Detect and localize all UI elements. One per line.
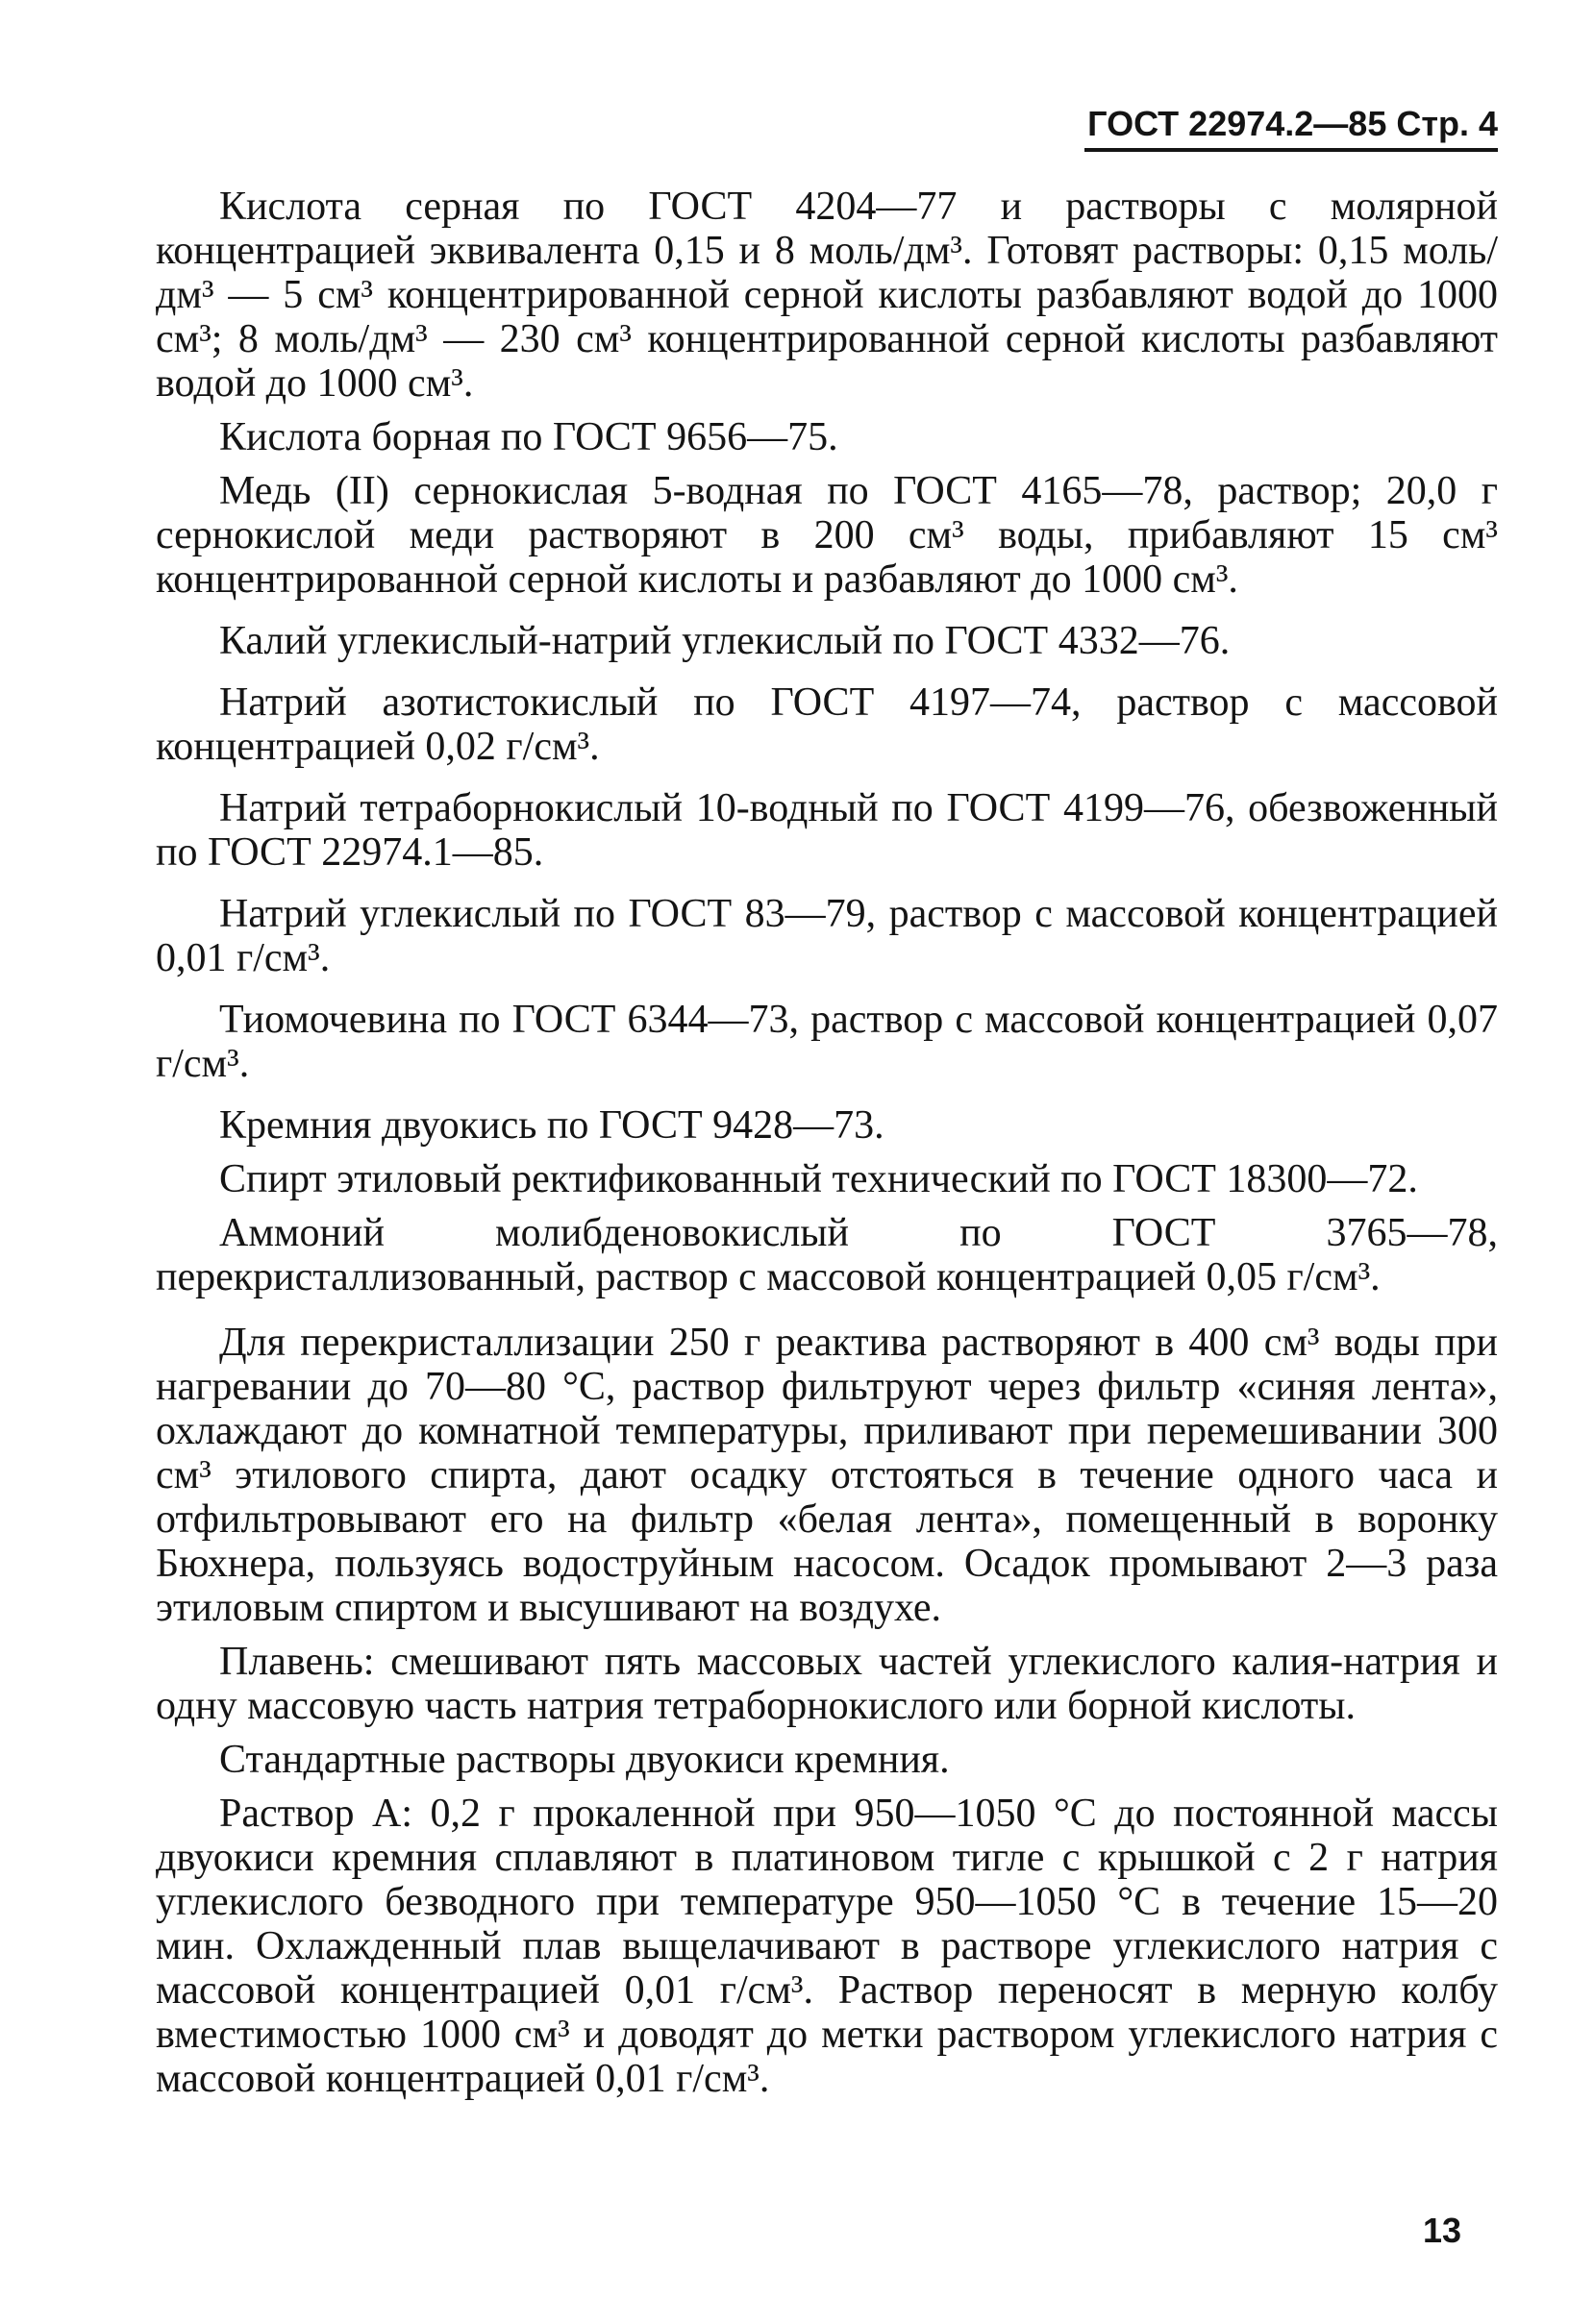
- paragraph-standard-solutions: Стандартные растворы двуокиси кремния.: [219, 1738, 950, 1782]
- paragraph-thiourea: Тиомочевина по ГОСТ 6344—73, раствор с массовой концентрацией 0,07 г/см³.: [156, 998, 1498, 1086]
- paragraph-potassium-sodium-carbonate: Калий углекислый-натрий углекислый по ГОСТ 4332—76.: [219, 619, 1231, 663]
- paragraph-sodium-carbonate: Натрий углекислый по ГОСТ 83—79, раствор с массовой концентрацией 0,01 г/см³.: [156, 892, 1498, 980]
- running-header: ГОСТ 22974.2—85 Стр. 4: [1084, 104, 1498, 152]
- paragraph-boric-acid: Кислота борная по ГОСТ 9656—75.: [219, 415, 838, 459]
- paragraph-sodium-tetraborate: Натрий тетраборнокислый 10-водный по ГОСТ 4199—76, обезвоженный по ГОСТ 22974.1—85.: [156, 786, 1498, 875]
- paragraph-flux: Плавень: смешивают пять массовых частей углекислого калия-натрия и одну массовую часть натрия тетраборнокислого или борной кислоты.: [156, 1640, 1498, 1728]
- paragraph-silicon-dioxide: Кремния двуокись по ГОСТ 9428—73.: [219, 1103, 884, 1148]
- paragraph-copper-sulfate: Медь (II) сернокислая 5-водная по ГОСТ 4165—78, раствор; 20,0 г сернокислой меди растворяют в 200 см³ воды, прибавляют 15 см³ концентрированной серной кислоты и разбавляют до 1000 см³.: [156, 469, 1498, 602]
- paragraph-solution-a: Раствор А: 0,2 г прокаленной при 950—1050 °С до постоянной массы двуокиси кремния сплавляют в платиновом тигле с крышкой с 2 г натрия углекислого безводного при температуре 950—1050 °С в течение 15—20 мин. Охлажденный плав выщелачивают в растворе углекислого натрия с массовой концентрацией 0,01 г/см³. Раствор переносят в мерную колбу вместимостью 1000 см³ и доводят до метки раствором углекислого натрия с массовой концентрацией 0,01 г/см³.: [156, 1792, 1498, 2101]
- paragraph-sulfuric-acid: Кислота серная по ГОСТ 4204—77 и растворы с молярной концентрацией эквивалента 0,15 и 8 моль/дм³. Готовят растворы: 0,15 моль/дм³ — 5 см³ концентрированной серной кислоты разбавляют водой до 1000 см³; 8 моль/дм³ — 230 см³ концентрированной серной кислоты разбавляют водой до 1000 см³.: [156, 185, 1498, 406]
- body-text: [156, 185, 1498, 2111]
- paragraph-sodium-nitrite: Натрий азотистокислый по ГОСТ 4197—74, раствор с массовой концентрацией 0,02 г/см³.: [156, 680, 1498, 769]
- paragraph-recrystallization: Для перекристаллизации 250 г реактива растворяют в 400 см³ воды при нагревании до 70—80 °С, раствор фильтруют через фильтр «синяя лента», охлаждают до комнатной температуры, приливают при перемешивании 300 см³ этилового спирта, дают осадку отстояться в течение одного часа и отфильтровывают его на фильтр «белая лента», помещенный в воронку Бюхнера, пользуясь водоструйным насосом. Осадок промывают 2—3 раза этиловым спиртом и высушивают на воздухе.: [156, 1321, 1498, 1630]
- paragraph-ethyl-alcohol: Спирт этиловый ректификованный технический по ГОСТ 18300—72.: [219, 1157, 1418, 1201]
- paragraph-ammonium-molybdate: Аммоний молибденовокислый по ГОСТ 3765—78, перекристаллизованный, раствор с массовой концентрацией 0,05 г/см³.: [156, 1211, 1498, 1299]
- page-number: 13: [1423, 2211, 1462, 2250]
